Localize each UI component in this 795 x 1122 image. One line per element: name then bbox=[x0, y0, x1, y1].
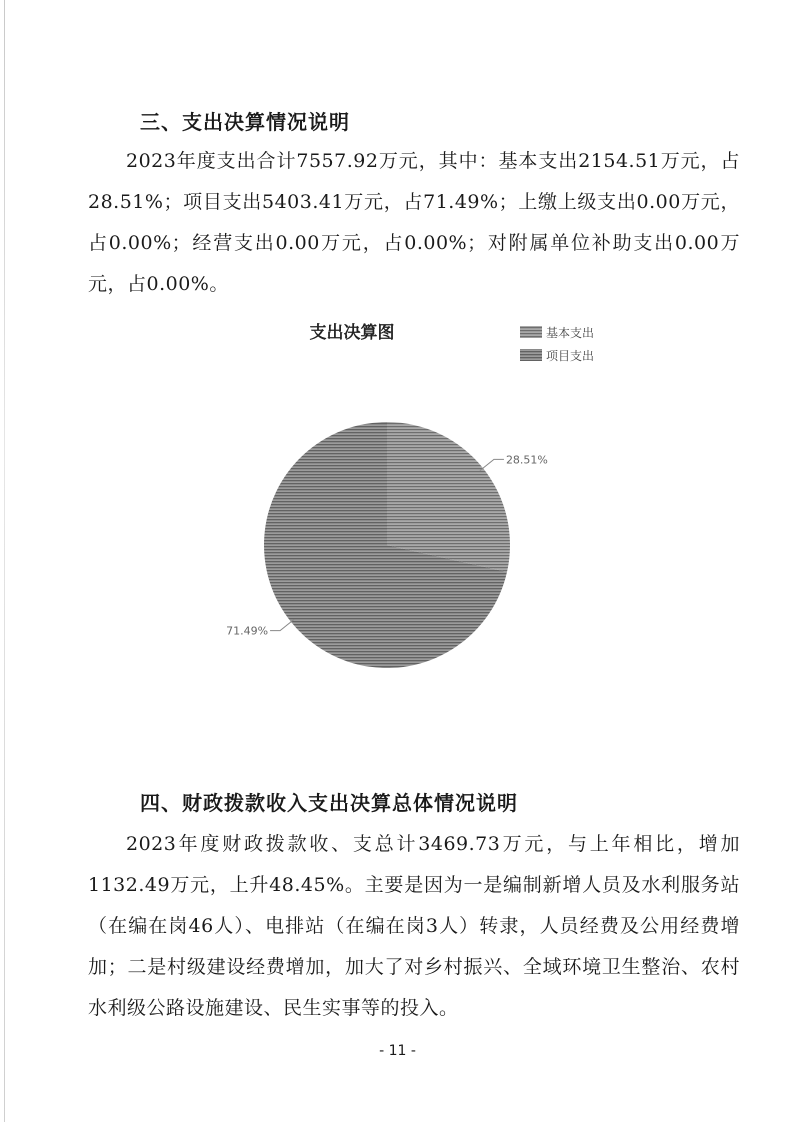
chart-legend bbox=[520, 325, 594, 363]
chart-title: 支出决算图 bbox=[309, 323, 395, 343]
legend-swatch-2 bbox=[520, 349, 542, 361]
section-heading-expenditure: 三、支出决算情况说明 bbox=[140, 110, 350, 134]
legend-label-1: 基本支出 bbox=[546, 326, 595, 340]
fiscal-paragraph: 2023年度财政拨款收、支总计3469.73万元，与上年相比，增加1132.49万元，上升48.45%。主要是因为一是编制新增人员及水利服务站（在编在岗46人）、电排站（在编在岗3人）转隶，人员经费及公用经费增加；二是村级建设经费增加，加大了对乡村振兴、全域环境卫生整治、农村水利级公路设施建设、民生实事等的投入。 bbox=[88, 833, 740, 1019]
legend-label-2: 项目支出 bbox=[546, 349, 595, 363]
pie-slices bbox=[264, 422, 510, 668]
expenditure-pie-chart bbox=[200, 312, 600, 692]
page-number: - 11 - bbox=[379, 1043, 416, 1059]
pie-data-label-2: 71.49% bbox=[226, 624, 269, 638]
scan-edge-line bbox=[4, 0, 5, 1122]
legend-swatch-1 bbox=[520, 326, 542, 338]
section-heading-fiscal: 四、财政拨款收入支出决算总体情况说明 bbox=[140, 791, 518, 815]
expenditure-paragraph: 2023年度支出合计7557.92万元，其中：基本支出2154.51万元，占28.51%；项目支出5403.41万元，占71.49%；上缴上级支出0.00万元，占0.00%；经营支出0.00万元，占0.00%；对附属单位补助支出0.00万元，占0.00%。 bbox=[88, 150, 740, 295]
pie-data-label-1: 28.51% bbox=[505, 453, 548, 467]
